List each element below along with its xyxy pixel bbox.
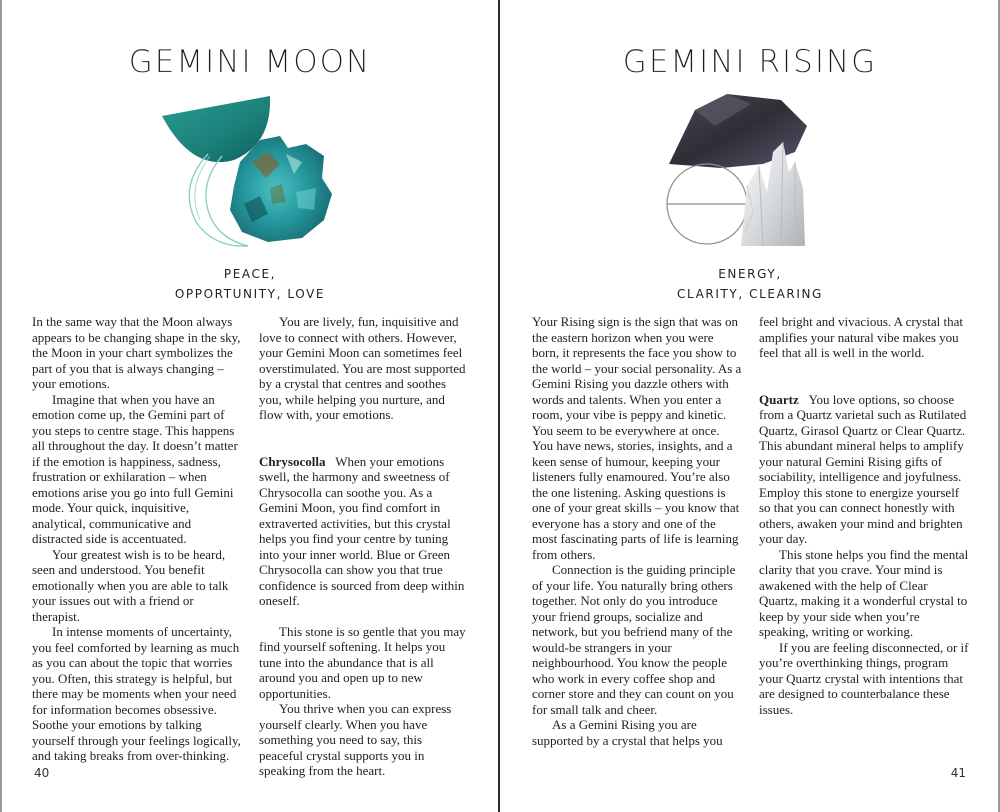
paragraph: As a Gemini Rising you are supported by a crystal that helps you	[532, 717, 723, 748]
keywords-line: OPPORTUNITY, LOVE	[174, 287, 326, 301]
page-title: GEMINI RISING	[622, 44, 878, 80]
crystal-text: When your emotions swell, the harmony and sweetness of Chrysocolla can soothe you. As a Gemini Moon, you find comfort in extraverted activities, but this crystal helps you find your centre by tuning into your inner world. Blue or Green Chrysocolla can show you that true confidence is sourced from deep within oneself.	[259, 453, 465, 608]
crystal-name: Chrysocolla	[259, 453, 326, 469]
keywords	[0, 264, 500, 304]
crystal-paragraph	[759, 392, 969, 547]
moon-crystal-illustration	[156, 92, 346, 252]
page-number: 41	[950, 766, 966, 780]
page-number: 40	[34, 766, 50, 780]
paragraph: Your greatest wish is to be heard, seen and understood. You benefit emotionally when you are able to talk your issues out with a friend or therapist.	[32, 546, 229, 624]
paragraph: If you are feeling disconnected, or if you’re overthinking things, program your Quartz crystal with intentions that are designed to counterbalance these issues.	[759, 639, 969, 717]
crystal-paragraph	[259, 454, 469, 609]
text-column-2	[259, 314, 469, 779]
keywords-line: ENERGY,	[718, 267, 782, 281]
paragraph: This stone is so gentle that you may find yourself softening. It helps you tune into the abundance that is all around you and open up to new opportunities.	[259, 623, 466, 701]
crystal-name: Quartz	[759, 391, 799, 407]
crystal-text: You love options, so choose from a Quartz varietal such as Rutilated Quartz, Girasol Quartz or Clear Quartz. This abundant mineral helps to amplify your natural Gemini Rising gifts of sociability, intelligence and joyfulness. Employ this stone to energize yourself so that you can connect honestly with others, awaken your mind and brighten your day.	[759, 391, 967, 546]
rising-crystal-illustration	[655, 92, 815, 257]
paragraph: Your Rising sign is the sign that was on the eastern horizon when you were born, it represents the face you show to the world – your social personality. As a Gemini Rising you dazzle others with words and talents. When you enter a room, your vibe is peppy and kinetic. You seem to be everywhere at once. You have news, stories, insights, and a keen sense of humour, keeping your listeners fully enamoured. You’re also the one listening. Asking questions is one of your great skills – you know that everyone has a story and one of the most fascinating parts of life is learning from others.	[532, 314, 742, 562]
page-title: GEMINI MOON	[128, 44, 372, 80]
paragraph: Connection is the guiding principle of your life. You naturally bring others together. Not only do you introduce your friend groups, socialize and network, but you befriend many of the would-be strangers in your neighbourhood. You know the people who work in every coffee shop and corner store and they can count on you for small talk and cheer.	[532, 562, 736, 717]
keywords-line: CLARITY, CLEARING	[677, 287, 823, 301]
paragraph: In the same way that the Moon always appears to be changing shape in the sky, the Moon in your chart symbolizes the part of you that is always changing – your emotions.	[32, 314, 241, 391]
keywords	[500, 264, 1000, 304]
paragraph: You are lively, fun, inquisitive and love to connect with others. However, your Gemini Moon can sometimes feel overstimulated. You are most supported by a crystal that centres and soothes you, while helping you nurture, and flow with, your emotions.	[259, 314, 466, 422]
text-column-1	[532, 314, 742, 748]
keywords-line: PEACE,	[223, 267, 277, 281]
text-column-2	[759, 314, 969, 717]
paragraph: Imagine that when you have an emotion come up, the Gemini part of you steps to centre stage. This happens all throughout the day. It doesn’t matter if the emotion is happiness, sadness, frustration or exhilaration – when emotions arise you go into full Gemini mode. Your quick, inquisitive, analytical, communicative and distracted side is accentuated.	[32, 391, 238, 546]
right-page	[500, 0, 1000, 812]
paragraph: In intense moments of uncertainty, you feel comforted by learning as much as you can about the topic that worries you. Often, this strategy is helpful, but there may be moments when your need for information becomes obsessive. Soothe your emotions by talking yourself through your feelings logically, and taking breaks from over-thinking.	[32, 624, 241, 763]
paragraph: This stone helps you find the mental clarity that you crave. Your mind is awakened with the help of Clear Quartz, making it a wonderful crystal to keep by your side when you’re speaking, writing or working.	[759, 546, 969, 639]
text-column-1	[32, 314, 242, 764]
paragraph: You thrive when you can express yourself clearly. When you have something you need to say, this peaceful crystal supports you in speaking from the heart.	[259, 701, 452, 778]
paragraph: feel bright and vivacious. A crystal that amplifies your natural vibe makes you feel that all is well in the world.	[759, 314, 963, 360]
